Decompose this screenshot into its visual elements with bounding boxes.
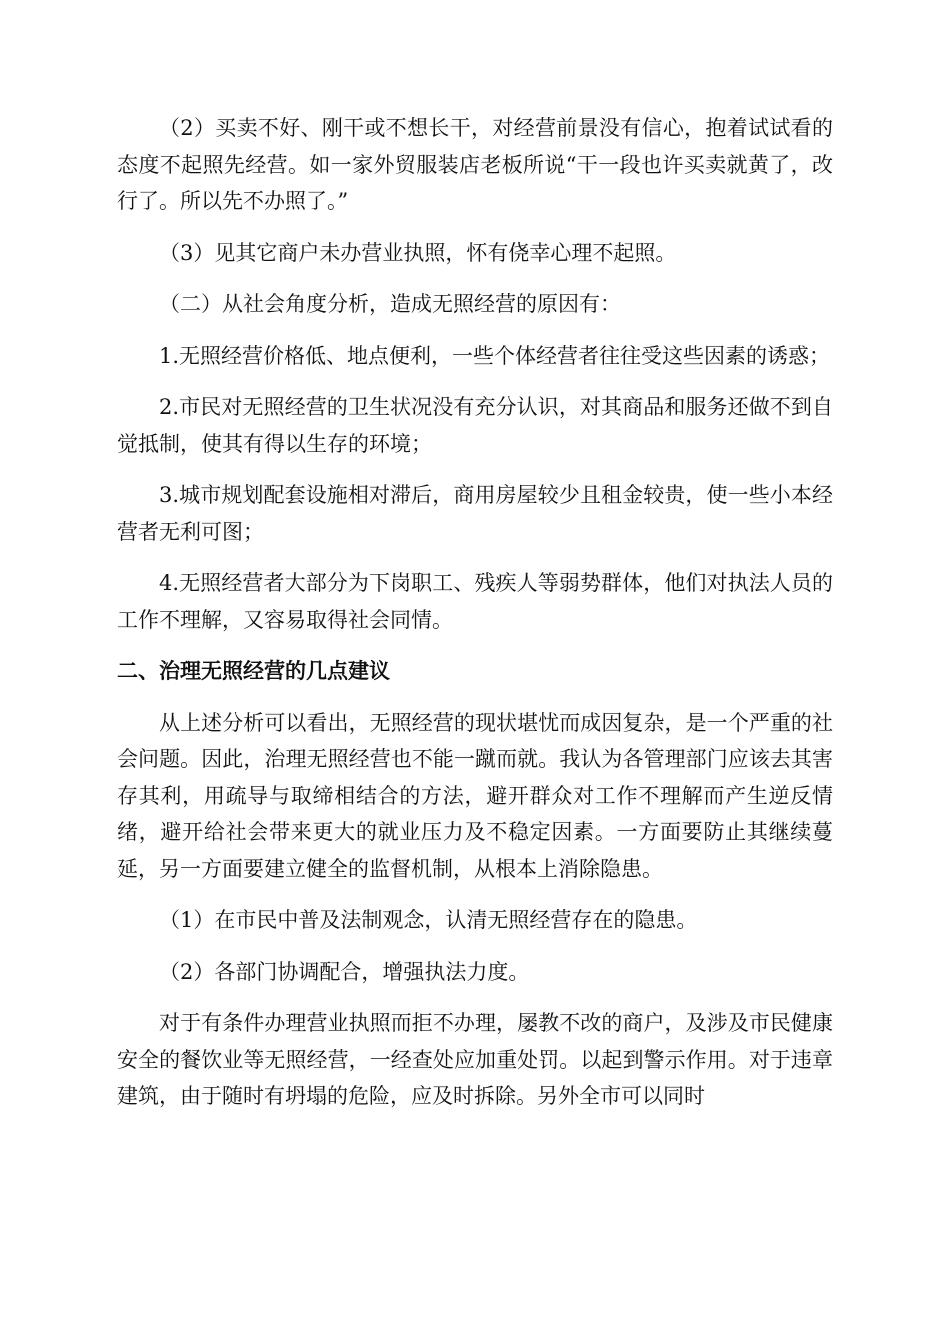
document-body [117,110,833,1130]
paragraph-enforcement-detail: 对于有条件办理营业执照而拒不办理，屡教不改的商户，及涉及市民健康安全的餐饮业等无照经营，一经查处应加重处罚。以起到警示作用。对于违章建筑，由于随时有坍塌的危险，应及时拆除。另外全市可以同时 [117,1011,833,1108]
paragraph-social-reason-3: 3.城市规划配套设施相对滞后，商用房屋较少且租金较贵，使一些小本经营者无利可图； [117,483,833,544]
paragraph-reason-2: （2）买卖不好、刚干或不想长干，对经营前景没有信心，抱着试试看的态度不起照先经营。如一家外贸服装店老板所说“干一段也许买卖就黄了，改行了。所以先不办照了。” [117,116,833,213]
paragraph-suggestions-intro: 从上述分析可以看出，无照经营的现状堪忧而成因复杂，是一个严重的社会问题。因此，治理无照经营也不能一蹴而就。我认为各管理部门应该去其害存其利，用疏导与取缔相结合的方法，避开群众对工作不理解而产生逆反情绪，避开给社会带来更大的就业压力及不稳定因素。一方面要防止其继续蔓延，另一方面要建立健全的监督机制，从根本上消除隐患。 [117,710,833,881]
paragraph-suggestion-1: （1）在市民中普及法制观念，认清无照经营存在的隐患。 [159,908,698,932]
paragraph-social-reason-1: 1.无照经营价格低、地点便利，一些个体经营者往往受这些因素的诱惑； [159,343,831,368]
section-heading-suggestions: 二、治理无照经营的几点建议 [117,659,390,683]
paragraph-social-reason-2: 2.市民对无照经营的卫生状况没有充分认识，对其商品和服务还做不到自觉抵制，使其有得以生存的环境； [117,395,833,456]
paragraph-social-reason-4: 4.无照经营者大部分为下岗职工、残疾人等弱势群体，他们对执法人员的工作不理解，又容易取得社会同情。 [117,571,833,632]
paragraph-suggestion-2: （2）各部门协调配合，增强执法力度。 [159,959,530,984]
paragraph-social-analysis-intro: （二）从社会角度分析，造成无照经营的原因有： [159,292,621,316]
paragraph-reason-3: （3）见其它商户未办营业执照，怀有侥幸心理不起照。 [159,240,677,265]
